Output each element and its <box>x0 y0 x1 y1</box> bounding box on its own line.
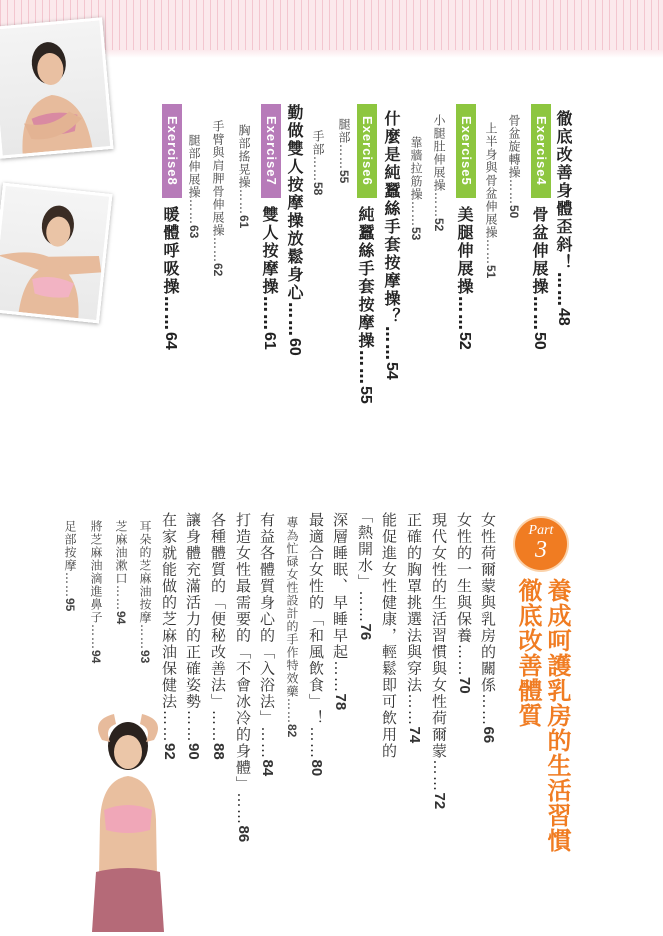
model-photo-top <box>0 17 114 158</box>
page-number: 70 <box>456 677 473 694</box>
entry-title: 各種體質的「便秘改善法」…… <box>209 512 227 743</box>
toc-entry[interactable] <box>431 512 447 809</box>
entry-title: 在家就能做的芝麻油保健法…… <box>160 512 178 743</box>
exercise-badge-6: Exercise6 <box>357 104 377 198</box>
toc-entry[interactable] <box>383 110 399 380</box>
page-number: 63 <box>187 225 201 239</box>
entry-title: 最適合女性的「和風飲食」！…… <box>307 512 325 760</box>
toc-entry[interactable] <box>308 512 324 776</box>
page-number: 76 <box>357 623 374 641</box>
toc-entry[interactable] <box>406 512 422 743</box>
entry-title: 純蠶絲手套按摩操…… <box>356 206 375 386</box>
entry-title: 女性的一生與保養…… <box>455 512 473 677</box>
page-number: 58 <box>311 182 325 196</box>
entry-title: 骨盆旋轉操…… <box>507 114 521 205</box>
exercise-badge-7: Exercise7 <box>261 104 281 198</box>
exercise-title[interactable] <box>531 206 547 350</box>
toc-entry[interactable] <box>90 520 102 663</box>
entry-title: 足部按摩…… <box>63 520 77 598</box>
entry-title: 手部…… <box>311 130 325 182</box>
page-number: 62 <box>211 263 225 277</box>
part-title-line1: 養成呵護乳房的生活習慣 <box>543 578 571 853</box>
page-number: 88 <box>210 743 227 760</box>
exercise-badge-4: Exercise4 <box>531 104 551 198</box>
toc-entry[interactable] <box>480 512 496 743</box>
page-number: 84 <box>259 759 276 777</box>
exercise-badge-5: Exercise5 <box>456 104 476 198</box>
entry-title: 手臂與肩胛骨伸展操…… <box>211 120 225 263</box>
entry-title: 胸部搖晃操…… <box>237 124 251 215</box>
page-number: 50 <box>507 205 521 219</box>
page-number: 61 <box>261 332 278 350</box>
entry-title: 上半身與骨盆伸展操…… <box>484 122 498 265</box>
page-number: 93 <box>138 650 152 664</box>
part-number: 3 <box>535 537 547 563</box>
entry-title: 勤做雙人按摩操放鬆身心…… <box>285 104 304 338</box>
exercise-title[interactable] <box>357 206 373 404</box>
page-number: 50 <box>531 332 548 350</box>
entry-title: 腿部伸展操…… <box>187 134 201 225</box>
entry-title: 徹底改善身體歪斜！…… <box>554 110 573 308</box>
toc-entry[interactable] <box>139 520 151 663</box>
toc-entry[interactable] <box>332 512 348 710</box>
toc-entry[interactable] <box>555 110 571 326</box>
page-number: 80 <box>308 759 325 777</box>
entry-title: 芝麻油漱口…… <box>114 520 128 611</box>
exercise-title[interactable] <box>162 206 178 350</box>
toc-entry[interactable] <box>456 512 472 694</box>
page-number: 78 <box>332 693 349 711</box>
toc-entry[interactable] <box>64 520 76 611</box>
entry-title: 正確的胸罩挑選法與穿法…… <box>405 512 423 727</box>
entry-title: 靠牆拉筋操…… <box>409 136 423 227</box>
entry-title: 讓身體充滿活力的正確姿勢…… <box>184 512 202 743</box>
part-title-line2: 徹底改善體質 <box>514 578 542 728</box>
toc-entry[interactable] <box>115 520 127 624</box>
page-number: 55 <box>337 170 351 184</box>
page-number: 54 <box>383 362 400 380</box>
page-number: 92 <box>161 743 178 760</box>
page-number: 64 <box>162 332 179 350</box>
toc-entry[interactable] <box>485 122 497 278</box>
toc-entry[interactable] <box>381 512 396 760</box>
page-number: 60 <box>286 338 303 356</box>
page-number: 53 <box>409 227 423 241</box>
model-photo-middle <box>0 183 112 324</box>
entry-title: 女性荷爾蒙與乳房的關係…… <box>479 512 497 727</box>
exercise-badge-8: Exercise8 <box>162 104 182 198</box>
toc-entry[interactable] <box>259 512 275 776</box>
entry-title: 小腿肚伸展操…… <box>432 114 446 218</box>
page-number: 72 <box>431 792 448 810</box>
toc-entry[interactable] <box>161 512 177 760</box>
page-number: 90 <box>185 743 202 760</box>
entry-title: 深層睡眠、早睡早起…… <box>331 512 349 694</box>
page-number: 94 <box>114 611 128 625</box>
entry-title: 打造女性最需要的「不會冰冷的身體」…… <box>234 512 252 826</box>
toc-entry[interactable] <box>238 124 250 228</box>
entry-title: 「熱開水」…… <box>356 508 374 624</box>
page-number: 52 <box>456 332 473 350</box>
toc-entry[interactable] <box>286 104 302 356</box>
toc-entry[interactable] <box>210 512 226 760</box>
entry-title: 雙人按摩操…… <box>260 206 279 332</box>
toc-entry[interactable] <box>212 120 224 276</box>
toc-entry[interactable] <box>185 512 201 760</box>
page-number: 66 <box>480 726 497 744</box>
page-number: 55 <box>357 386 374 404</box>
page-number: 52 <box>432 218 446 232</box>
exercise-title[interactable] <box>456 206 472 350</box>
exercise-title[interactable] <box>261 206 277 350</box>
entry-title: 能促進女性健康，輕鬆即可飲用的 <box>380 512 398 760</box>
toc-entry[interactable] <box>312 130 324 195</box>
entry-title: 現代女性的生活習慣與女性荷爾蒙…… <box>430 512 448 793</box>
page-number: 82 <box>285 724 299 738</box>
entry-title: 有益各體質身心的「入浴法」…… <box>258 512 276 760</box>
page-number: 61 <box>237 215 251 229</box>
toc-entry[interactable] <box>410 136 422 240</box>
page-number: 86 <box>235 825 252 843</box>
part-badge <box>515 518 567 570</box>
entry-title: 美腿伸展操…… <box>455 206 474 332</box>
toc-entry[interactable] <box>357 508 373 640</box>
entry-title: 骨盆伸展操…… <box>530 206 549 332</box>
page-number: 94 <box>89 650 103 664</box>
entry-title: 將芝麻油滴進鼻子…… <box>89 520 103 650</box>
toc-entry[interactable] <box>286 516 298 737</box>
toc-entry[interactable] <box>508 114 520 218</box>
part-label: Part <box>528 523 554 538</box>
toc-entry[interactable] <box>235 512 251 842</box>
page-number: 95 <box>63 598 77 612</box>
page-number: 48 <box>555 308 572 326</box>
entry-title: 暖體呼吸操…… <box>161 206 180 332</box>
entry-title: 什麼是純蠶絲手套按摩操？…… <box>382 110 401 362</box>
page-number: 74 <box>406 726 423 744</box>
toc-entry[interactable] <box>188 134 200 238</box>
page-number: 51 <box>484 265 498 279</box>
entry-title: 耳朵的芝麻油按摩…… <box>138 520 152 650</box>
toc-entry[interactable] <box>338 118 350 183</box>
entry-title: 專為忙碌女性設計的手作特效藥…… <box>285 516 299 724</box>
toc-entry[interactable] <box>433 114 445 231</box>
entry-title: 腿部…… <box>337 118 351 170</box>
